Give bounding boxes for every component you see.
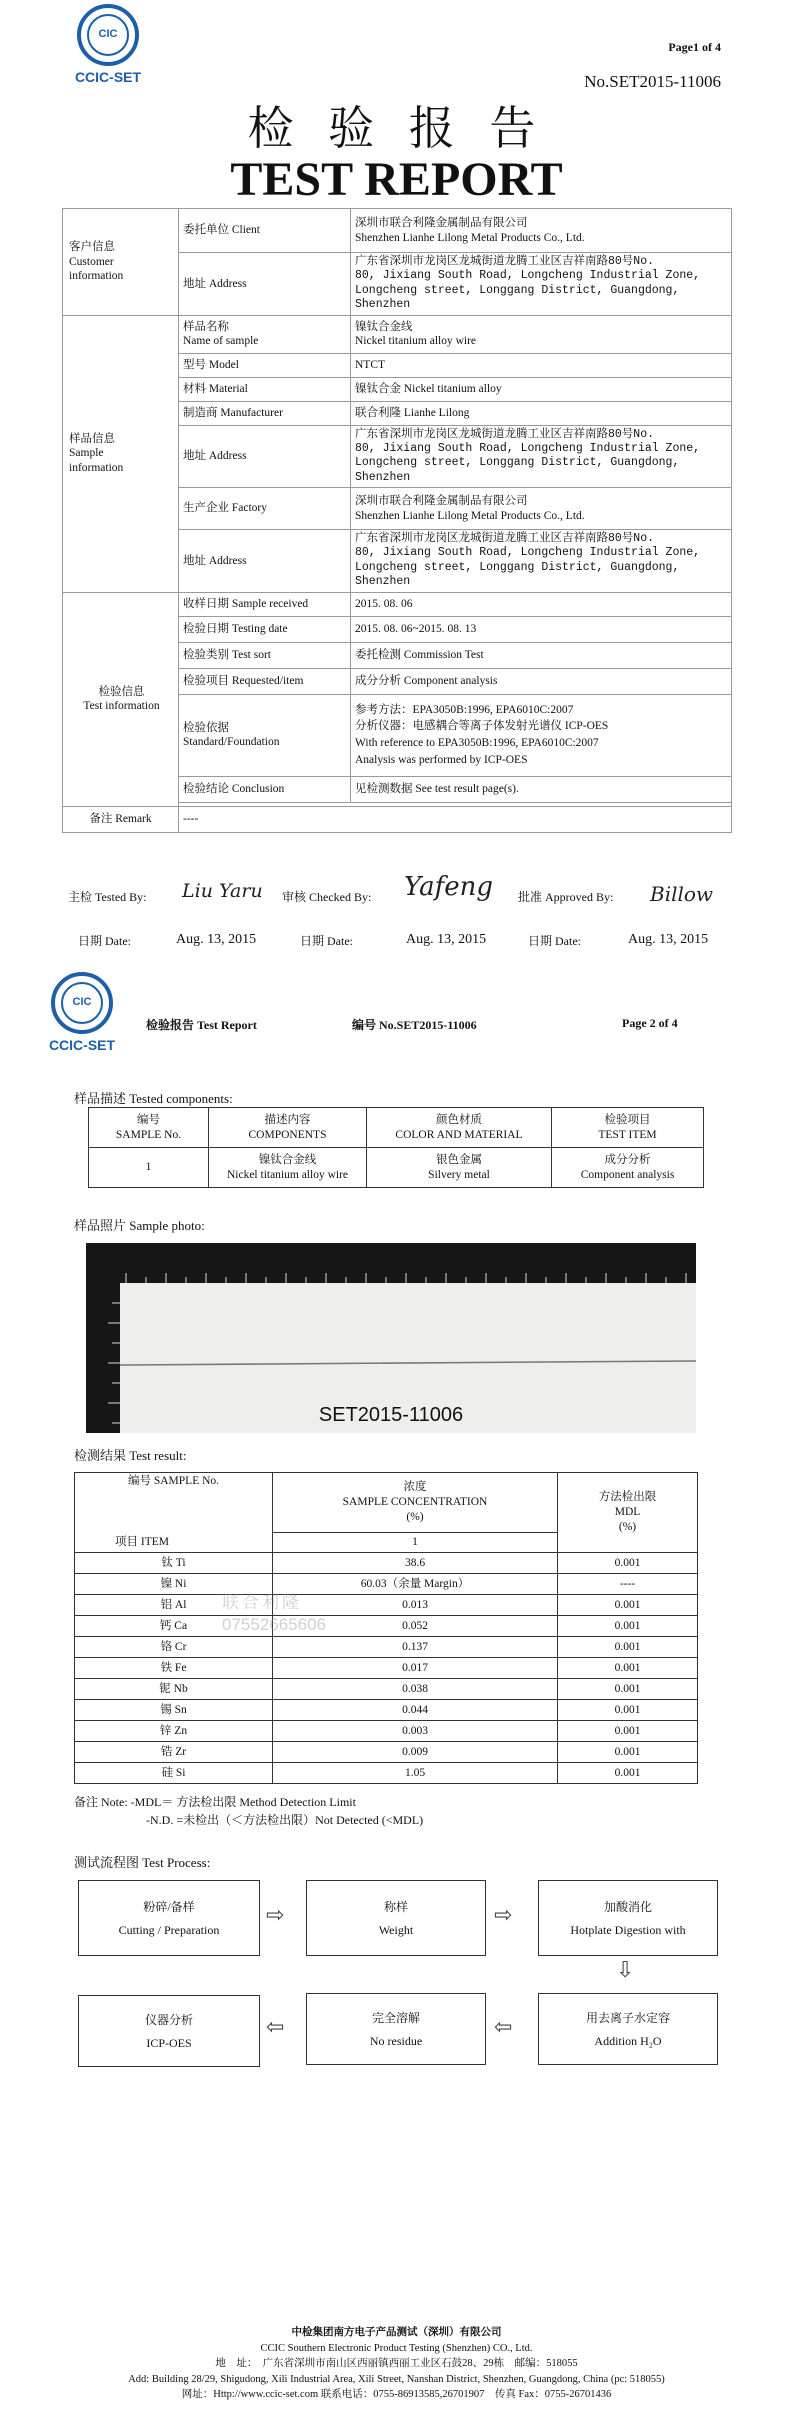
result-cell-item: 硅 Si bbox=[75, 1763, 273, 1784]
result-cell-mdl: 0.001 bbox=[558, 1721, 698, 1742]
components-table bbox=[88, 1107, 704, 1188]
footer-company-en: CCIC Southern Electronic Product Testing (Shenzhen) CO., Ltd. bbox=[260, 2342, 533, 2354]
result-cell-item: 铁 Fe bbox=[75, 1658, 273, 1679]
manufacturer-label: 制造商 Manufacturer bbox=[179, 401, 351, 425]
result-cell-item: 铌 Nb bbox=[75, 1679, 273, 1700]
note-nd: -N.D. =未检出（＜方法检出限）Not Detected (<MDL) bbox=[146, 1813, 424, 1827]
model-value: NTCT bbox=[351, 353, 732, 377]
process-title: 测试流程图 Test Process: bbox=[74, 1855, 211, 1870]
result-cell-item: 钛 Ti bbox=[75, 1553, 273, 1574]
received-label: 收样日期 Sample received bbox=[179, 592, 351, 616]
sample-category: 样品信息 Sample information bbox=[63, 315, 179, 592]
page2-head-number: 编号 No.SET2015-11006 bbox=[352, 1018, 477, 1032]
result-cell-item: 铬 Cr bbox=[75, 1637, 273, 1658]
result-table-wrap bbox=[74, 1472, 698, 1784]
result-row bbox=[75, 1637, 698, 1658]
comp-head-color: 颜色材质 COLOR AND MATERIAL bbox=[367, 1108, 552, 1148]
result-cell-mdl: 0.001 bbox=[558, 1742, 698, 1763]
ccic-logo bbox=[68, 4, 148, 85]
result-cell-conc: 0.017 bbox=[273, 1658, 558, 1679]
arrow-left-icon: ⇦ bbox=[494, 2015, 513, 2040]
result-head-mdl: 方法检出限 MDL (%) bbox=[558, 1473, 698, 1553]
client-address-value: 广东省深圳市龙岗区龙城街道龙腾工业区吉祥南路80号No. 80, Jixiang South Road, Longcheng Industrial Zone, Longcheng street, Longgang District, Guangdong, Shenzhen bbox=[351, 253, 732, 316]
checked-date-value: Aug. 13, 2015 bbox=[406, 932, 487, 947]
manufacturer-address-value: 广东省深圳市龙岗区龙城街道龙腾工业区吉祥南路80号No. 80, Jixiang South Road, Longcheng Industrial Zone, Longcheng street, Longgang District, Guangdong, Shenzhen bbox=[351, 425, 732, 488]
result-head-sample-one: 1 bbox=[273, 1533, 558, 1553]
title-en: TEST REPORT bbox=[230, 153, 563, 206]
client-label: 委托单位 Client bbox=[179, 209, 351, 253]
test-item-value: 成分分析 Component analysis bbox=[351, 668, 732, 694]
approved-by-signature: Billow bbox=[650, 882, 714, 906]
tested-by-signature: Liu Yaru bbox=[182, 880, 263, 902]
result-row bbox=[75, 1574, 698, 1595]
result-row bbox=[75, 1742, 698, 1763]
step-icp: 仪器分析 ICP-OES bbox=[78, 1995, 260, 2067]
page2-head-title: 检验报告 Test Report bbox=[146, 1018, 257, 1032]
approved-by-label: 批准 Approved By: bbox=[518, 890, 614, 904]
arrow-right-icon: ⇨ bbox=[494, 1903, 513, 1928]
step-cutting: 粉碎/备样 Cutting / Preparation bbox=[78, 1880, 260, 1956]
model-label: 型号 Model bbox=[179, 353, 351, 377]
ccic-logo-page2: CIC CCIC-SET bbox=[42, 972, 122, 1053]
photo-caption: SET2015-11006 bbox=[318, 1404, 464, 1426]
test-item-label: 检验项目 Requested/item bbox=[179, 668, 351, 694]
result-cell-conc: 0.044 bbox=[273, 1700, 558, 1721]
tested-date-value: Aug. 13, 2015 bbox=[176, 932, 257, 947]
page2-head-page: Page 2 of 4 bbox=[622, 1016, 678, 1030]
result-cell-item: 锡 Sn bbox=[75, 1700, 273, 1721]
result-cell-mdl: 0.001 bbox=[558, 1679, 698, 1700]
result-table bbox=[74, 1472, 698, 1784]
result-cell-mdl: 0.001 bbox=[558, 1700, 698, 1721]
photo-title: 样品照片 Sample photo: bbox=[74, 1218, 205, 1233]
customer-category: 客户信息 Customer information bbox=[63, 209, 179, 316]
conclusion-label: 检验结论 Conclusion bbox=[179, 776, 351, 802]
test-sort-value: 委托检测 Commission Test bbox=[351, 642, 732, 668]
result-head-item: 项目 ITEM bbox=[75, 1533, 273, 1553]
approved-date-value: Aug. 13, 2015 bbox=[628, 932, 709, 947]
result-cell-mdl: 0.001 bbox=[558, 1595, 698, 1616]
arrow-right-icon: ⇨ bbox=[266, 1903, 285, 1928]
material-value: 镍钛合金 Nickel titanium alloy bbox=[351, 377, 732, 401]
result-cell-conc: 0.003 bbox=[273, 1721, 558, 1742]
result-row bbox=[75, 1679, 698, 1700]
footer-address-en: Add: Building 28/29, Shigudong, Xili Industrial Area, Xili Street, Nanshan District, Shenzhen, Guangdong, China (pc: 518055) bbox=[128, 2373, 665, 2385]
standard-value: 参考方法：EPA3050B:1996, EPA6010C:2007 分析仪器：电感耦合等离子体发射光谱仪 ICP-OES With reference to EPA3050B:1996, EPA6010C:2007 Analysis was performed by ICP-OES bbox=[351, 694, 732, 776]
tested-by-label: 主检 Tested By: bbox=[68, 890, 147, 904]
step-residue: 完全溶解 No residue bbox=[306, 1993, 486, 2065]
material-label: 材料 Material bbox=[179, 377, 351, 401]
comp-head-components: 描述内容 COMPONENTS bbox=[209, 1108, 367, 1148]
result-row bbox=[75, 1553, 698, 1574]
result-cell-mdl: 0.001 bbox=[558, 1637, 698, 1658]
title-cn: 检 验 报 告 bbox=[247, 101, 546, 155]
result-cell-conc: 0.052 bbox=[273, 1616, 558, 1637]
factory-value: 深圳市联合利隆金属制品有限公司 Shenzhen Lianhe Lilong Metal Products Co., Ltd. bbox=[351, 488, 732, 530]
test-category: 检验信息 Test information bbox=[63, 592, 179, 806]
comp-head-item: 检验项目 TEST ITEM bbox=[552, 1108, 704, 1148]
checked-date-label: 日期 Date: bbox=[300, 934, 353, 948]
logo-emblem-icon bbox=[77, 4, 139, 66]
components-title: 样品描述 Tested components: bbox=[74, 1091, 233, 1106]
watermark: 联合利隆 07552665606 bbox=[222, 1593, 327, 1635]
sample-name-value: 镍钛合金线 Nickel titanium alloy wire bbox=[351, 315, 732, 353]
comp-row-components: 镍钛合金线 Nickel titanium alloy wire bbox=[209, 1148, 367, 1188]
result-cell-item: 锌 Zn bbox=[75, 1721, 273, 1742]
footer-contact: 网址：Http://www.ccic-set.com 联系电话：0755-86913585,26701907 传真 Fax：0755-26701436 bbox=[181, 2389, 612, 2401]
testing-date-value: 2015. 08. 06~2015. 08. 13 bbox=[351, 616, 732, 642]
result-cell-conc: 38.6 bbox=[273, 1553, 558, 1574]
result-row bbox=[75, 1763, 698, 1784]
result-cell-item: 锆 Zr bbox=[75, 1742, 273, 1763]
result-cell-mdl: 0.001 bbox=[558, 1553, 698, 1574]
report-number: No.SET2015-11006 bbox=[584, 72, 721, 91]
client-value: 深圳市联合利隆金属制品有限公司 Shenzhen Lianhe Lilong Metal Products Co., Ltd. bbox=[351, 209, 732, 253]
logo-emblem-icon: CIC bbox=[51, 972, 113, 1034]
result-title: 检测结果 Test result: bbox=[74, 1448, 187, 1463]
result-cell-mdl: ---- bbox=[558, 1574, 698, 1595]
logo-brand: CCIC-SET bbox=[74, 69, 142, 85]
result-cell-mdl: 0.001 bbox=[558, 1616, 698, 1637]
checked-by-signature: Yafeng bbox=[404, 872, 494, 902]
result-row bbox=[75, 1700, 698, 1721]
comp-row-color: 银色金属 Silvery metal bbox=[367, 1148, 552, 1188]
result-cell-conc: 0.009 bbox=[273, 1742, 558, 1763]
manufacturer-address-label: 地址 Address bbox=[179, 425, 351, 488]
result-cell-conc: 0.013 bbox=[273, 1595, 558, 1616]
comp-head-no: 编号 SAMPLE No. bbox=[89, 1108, 209, 1148]
footer bbox=[0, 2325, 793, 2403]
result-cell-conc: 1.05 bbox=[273, 1763, 558, 1784]
sample-photo bbox=[86, 1243, 696, 1433]
result-row bbox=[75, 1658, 698, 1679]
result-cell-mdl: 0.001 bbox=[558, 1763, 698, 1784]
info-table bbox=[62, 208, 732, 833]
result-cell-item: 钙 Ca bbox=[75, 1616, 273, 1637]
factory-address-value: 广东省深圳市龙岗区龙城街道龙腾工业区吉祥南路80号No. 80, Jixiang South Road, Longcheng Industrial Zone, Longcheng street, Longgang District, Guangdong, Shenzhen bbox=[351, 530, 732, 593]
remark-label: 备注 Remark bbox=[63, 806, 179, 832]
logo-ring-text: CIC bbox=[98, 28, 118, 40]
result-row bbox=[75, 1616, 698, 1637]
arrow-down-icon: ⇩ bbox=[616, 1958, 635, 1983]
client-address-label: 地址 Address bbox=[179, 253, 351, 316]
result-cell-item: 铝 Al bbox=[75, 1595, 273, 1616]
result-cell-mdl: 0.001 bbox=[558, 1658, 698, 1679]
testing-date-label: 检验日期 Testing date bbox=[179, 616, 351, 642]
footer-company-cn: 中检集团南方电子产品测试（深圳）有限公司 bbox=[291, 2327, 502, 2338]
result-rows bbox=[75, 1553, 698, 1784]
sample-name-label: 样品名称 Name of sample bbox=[179, 315, 351, 353]
step-weight: 称样 Weight bbox=[306, 1880, 486, 1956]
test-sort-label: 检验类别 Test sort bbox=[179, 642, 351, 668]
conclusion-value: 见检测数据 See test result page(s). bbox=[351, 776, 732, 802]
checked-by-label: 审核 Checked By: bbox=[282, 890, 372, 904]
remark-value: ---- bbox=[179, 806, 732, 832]
result-row bbox=[75, 1595, 698, 1616]
received-value: 2015. 08. 06 bbox=[351, 592, 732, 616]
result-cell-item: 镍 Ni bbox=[75, 1574, 273, 1595]
page-label: Page1 of 4 bbox=[668, 40, 721, 54]
result-cell-conc: 0.137 bbox=[273, 1637, 558, 1658]
approved-date-label: 日期 Date: bbox=[528, 934, 581, 948]
result-row bbox=[75, 1721, 698, 1742]
result-cell-conc: 0.038 bbox=[273, 1679, 558, 1700]
result-head-concentration: 浓度 SAMPLE CONCENTRATION (%) bbox=[273, 1473, 558, 1533]
standard-label: 检验依据 Standard/Foundation bbox=[179, 694, 351, 776]
arrow-left-icon: ⇦ bbox=[266, 2015, 285, 2040]
step-addition-water: 用去离子水定容 Addition H₂O bbox=[538, 1993, 718, 2065]
comp-row-no: 1 bbox=[89, 1148, 209, 1188]
footer-address-cn: 地 址： 广东省深圳市南山区西丽镇西丽工业区石鼓28、29栋 邮编：518055 bbox=[215, 2358, 578, 2370]
result-cell-conc: 60.03（余量 Margin） bbox=[273, 1574, 558, 1595]
note-mdl: 备注 Note: -MDL＝ 方法检出限 Method Detection Limit bbox=[74, 1795, 356, 1809]
manufacturer-value: 联合利隆 Lianhe Lilong bbox=[351, 401, 732, 425]
result-head-sample: 编号 SAMPLE No. bbox=[75, 1473, 273, 1533]
tested-date-label: 日期 Date: bbox=[78, 934, 131, 948]
comp-row-item: 成分分析 Component analysis bbox=[552, 1148, 704, 1188]
step-digestion: 加酸消化 Hotplate Digestion with bbox=[538, 1880, 718, 1956]
factory-label: 生产企业 Factory bbox=[179, 488, 351, 530]
factory-address-label: 地址 Address bbox=[179, 530, 351, 593]
